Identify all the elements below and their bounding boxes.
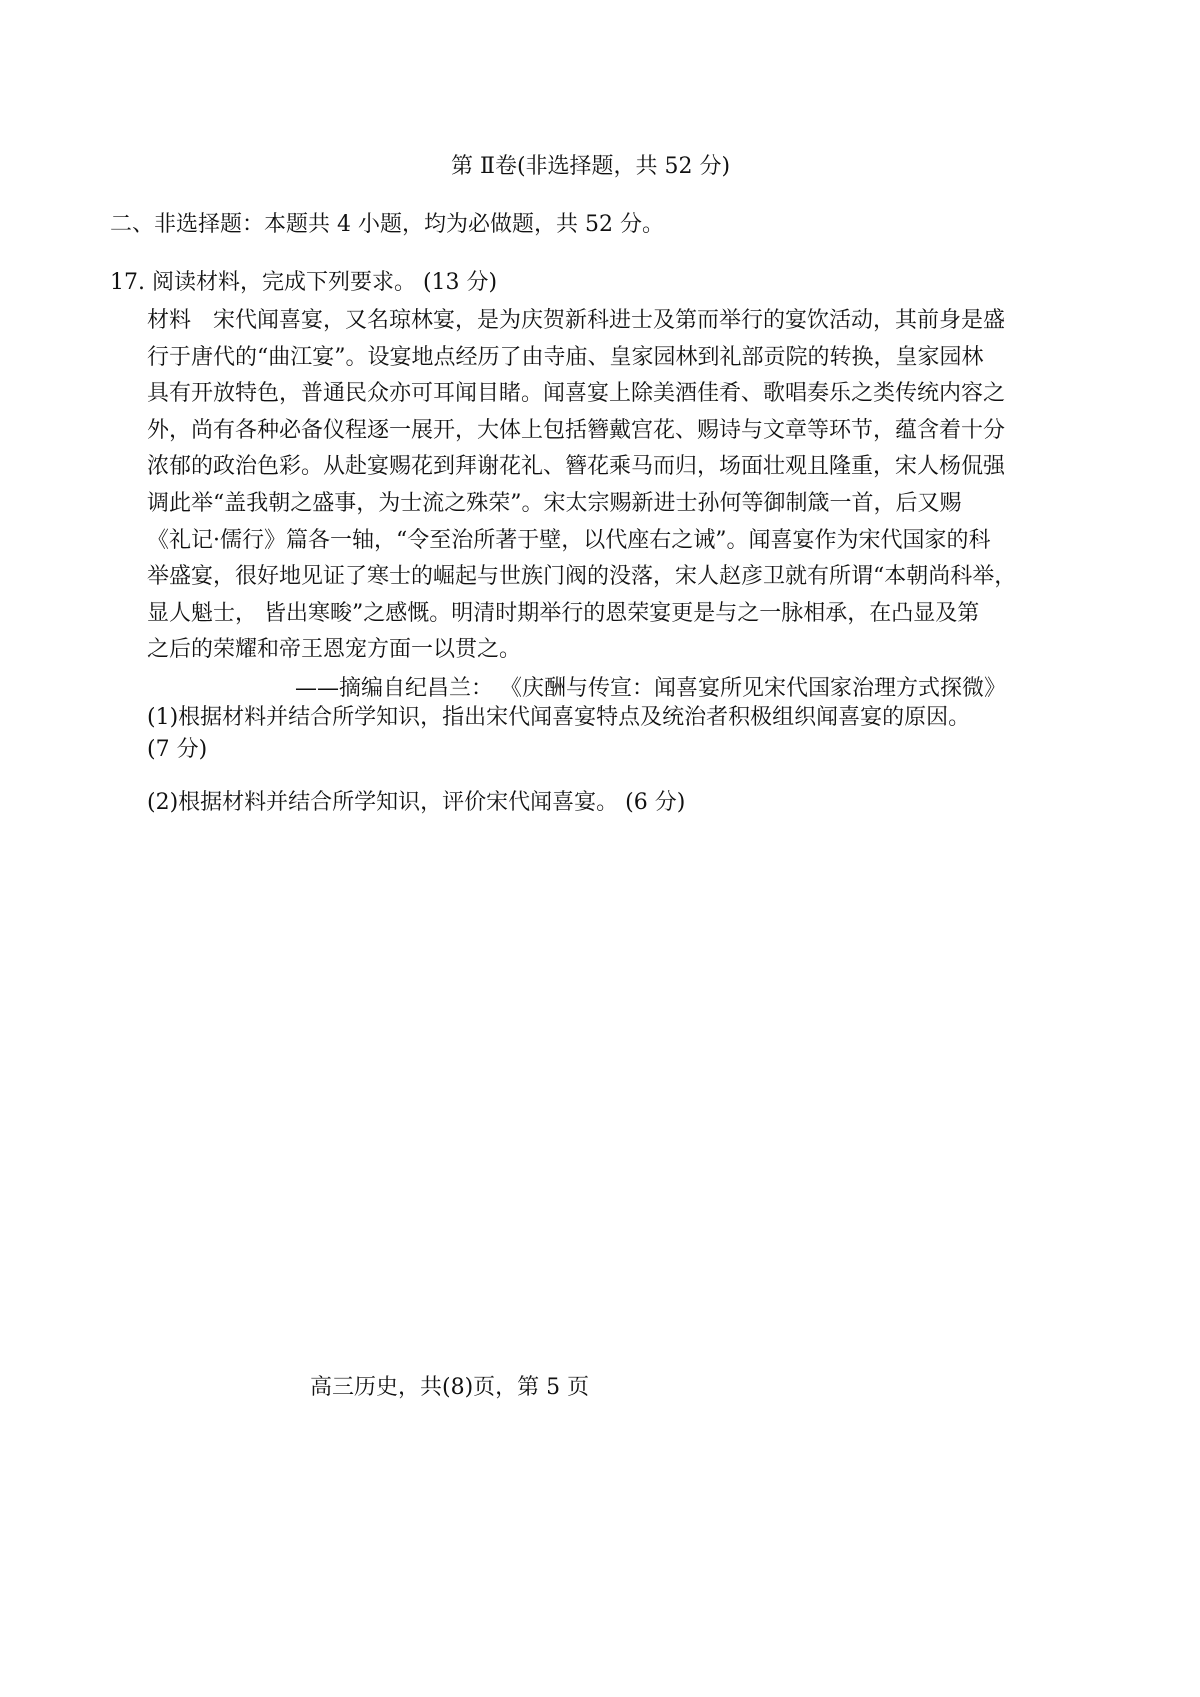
material-line: 举盛宴，很好地见证了寒士的崛起与世族门阀的没落，宋人赵彦卫就有所谓“本朝尚科举， (147, 564, 1017, 590)
page-footer: 高三历史，共(8)页，第 5 页 (310, 1375, 590, 1400)
material-line: 外，尚有各种必备仪程逐一展开，大体上包括簪戴宫花、赐诗与文章等环节，蕴含着十分 (147, 417, 1006, 443)
material-line: 浓郁的政治色彩。从赴宴赐花到拜谢花礼、簪花乘马而归，场面壮观且隆重，宋人杨侃强 (147, 454, 1006, 480)
material-line: 之后的荣耀和帝王恩宠方面一以贯之。 (147, 637, 522, 663)
sub-question-1-score: (7 分) (147, 737, 208, 762)
material-line: 显人魁士， 皆出寒畯”之感慨。明清时期举行的恩荣宴更是与之一脉相承，在凸显及第 (147, 600, 980, 626)
material-source: ——摘编自纪昌兰： 《庆酬与传宣：闻喜宴所见宋代国家治理方式探微》 (295, 676, 1006, 701)
section-title: 第 Ⅱ卷(非选择题，共 52 分) (451, 154, 731, 179)
part-instruction: 二、非选择题：本题共 4 小题，均为必做题，共 52 分。 (110, 212, 664, 237)
question-header: 17. 阅读材料，完成下列要求。 (13 分) (110, 270, 498, 295)
material-line: 《礼记·儒行》篇各一轴，“令至治所著于壁，以代座右之诫”。闻喜宴作为宋代国家的科 (147, 527, 991, 553)
material-line: 材料 宋代闻喜宴，又名琼林宴，是为庆贺新科进士及第而举行的宴饮活动，其前身是盛 (147, 308, 1006, 333)
sub-question-1: (1)根据材料并结合所学知识，指出宋代闻喜宴特点及统治者积极组织闻喜宴的原因。 (147, 705, 971, 730)
material-line: 具有开放特色，普通民众亦可耳闻目睹。闻喜宴上除美酒佳肴、歌唱奏乐之类传统内容之 (147, 381, 1006, 407)
material-line: 调此举“盖我朝之盛事，为士流之殊荣”。宋太宗赐新进士孙何等御制箴一首，后又赐 (147, 490, 962, 516)
material-line: 行于唐代的“曲江宴”。设宴地点经历了由寺庙、皇家园林到礼部贡院的转换，皇家园林 (147, 344, 984, 370)
material-passage (147, 303, 1092, 669)
sub-question-2: (2)根据材料并结合所学知识，评价宋代闻喜宴。 (6 分) (147, 790, 686, 815)
